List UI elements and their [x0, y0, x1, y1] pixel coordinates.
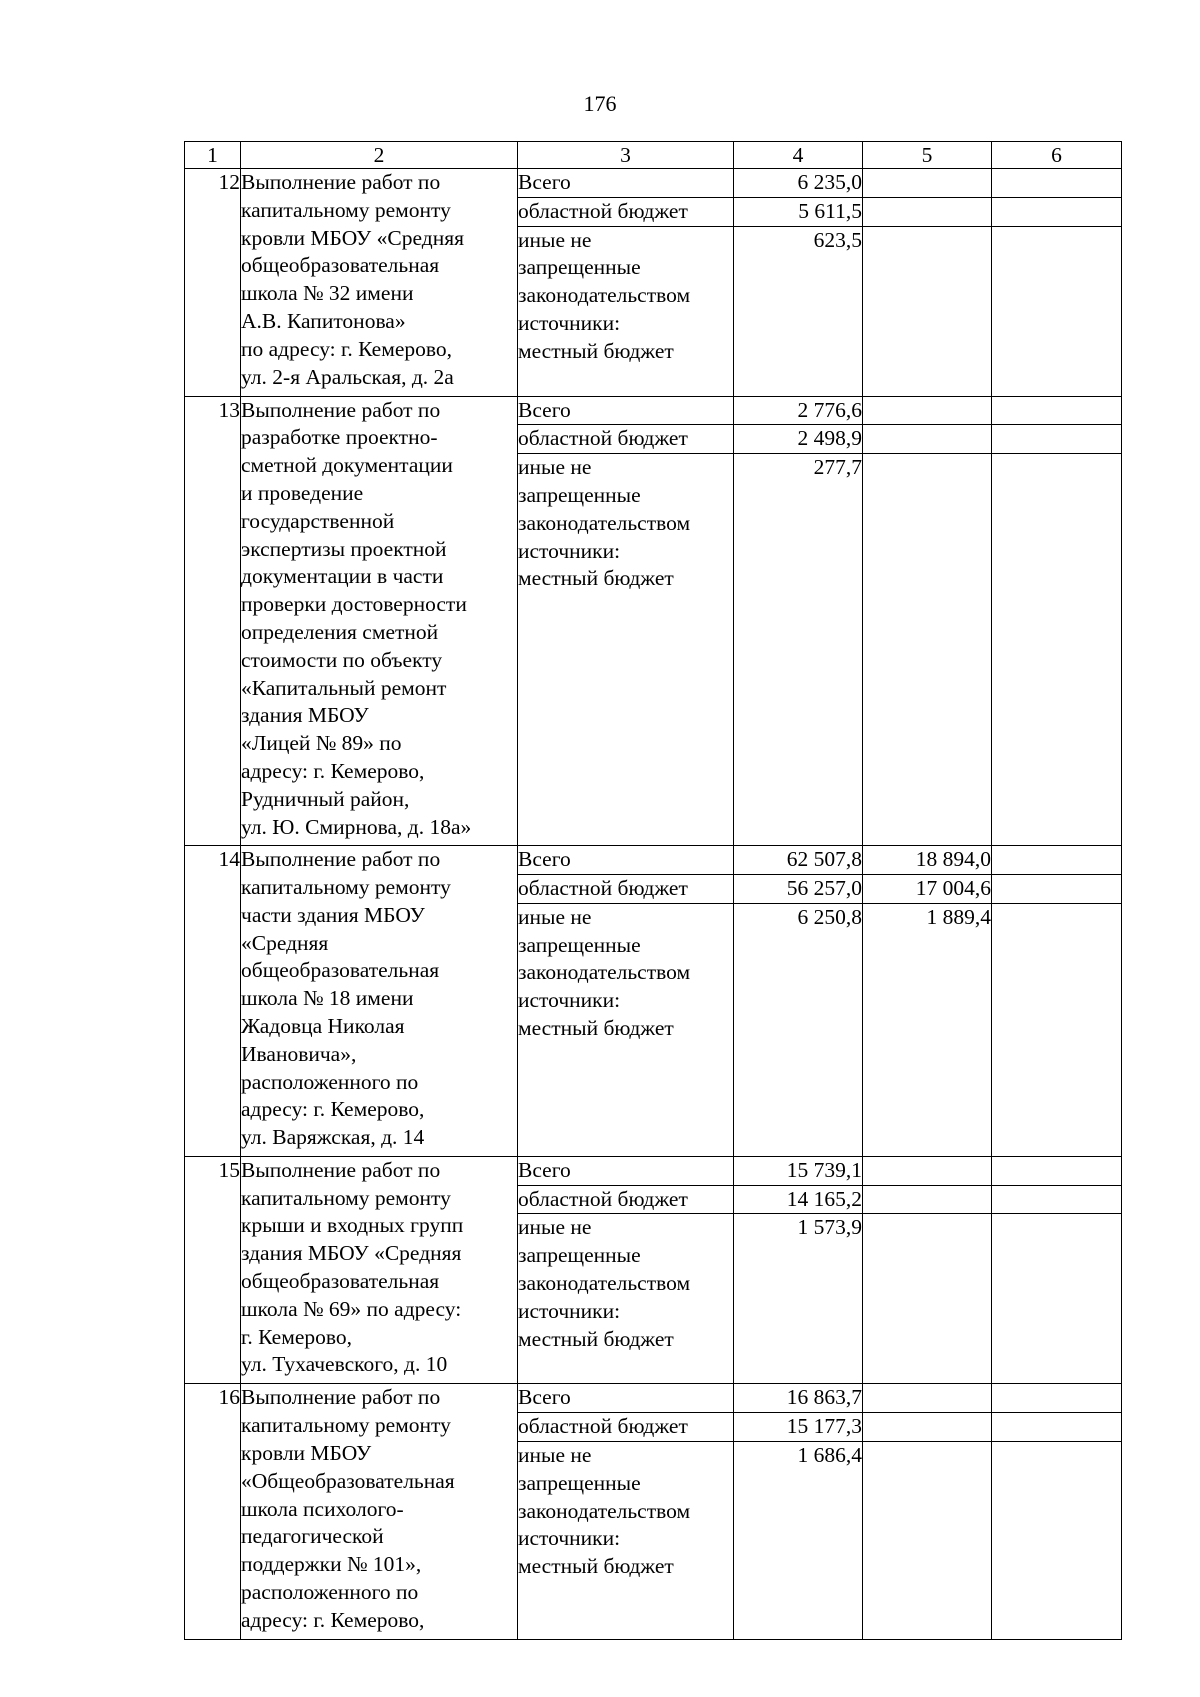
value-cell [992, 226, 1122, 396]
description-line: педагогической [241, 1524, 384, 1549]
value-cell: 17 004,6 [863, 874, 992, 903]
description-line: кровли МБОУ «Средняя [241, 225, 464, 250]
value-cell [992, 1185, 1122, 1214]
value-cell: 5 611,5 [734, 197, 863, 226]
description-line: адресу: г. Кемерово, [241, 758, 425, 783]
description-line: Ивановича», [241, 1041, 357, 1066]
item-row [185, 1384, 1122, 1413]
description-line: Рудничный район, [241, 786, 410, 811]
description-line: документации в части [241, 564, 444, 589]
description-line: по адресу: г. Кемерово, [241, 336, 453, 361]
description-line: поддержки № 101», [241, 1552, 422, 1577]
source-regional-label: областной бюджет [518, 1185, 734, 1214]
description-line: определения сметной [241, 619, 439, 644]
description-line: и проведение [241, 480, 364, 505]
item-row [185, 846, 1122, 875]
item-description [241, 846, 518, 1157]
value-cell: 6 235,0 [734, 169, 863, 198]
value-cell: 15 739,1 [734, 1156, 863, 1185]
item-number: 12 [185, 169, 241, 397]
source-regional-label: областной бюджет [518, 425, 734, 454]
value-cell [992, 1441, 1122, 1639]
source-line: законодательством [518, 960, 691, 985]
description-line: Выполнение работ по [241, 847, 441, 872]
source-line: иные не [518, 455, 592, 480]
item-row [185, 169, 1122, 198]
value-cell [992, 874, 1122, 903]
source-line: источники: [518, 988, 621, 1013]
description-line: общеобразовательная [241, 958, 440, 983]
item-description [241, 1156, 518, 1384]
source-regional-label: областной бюджет [518, 874, 734, 903]
description-line: школа № 69» по адресу: [241, 1296, 462, 1321]
source-total-label: Всего [518, 1156, 734, 1185]
description-line: общеобразовательная [241, 253, 440, 278]
value-cell [863, 1384, 992, 1413]
source-other-label [518, 226, 734, 396]
source-line: иные не [518, 1442, 592, 1467]
item-description [241, 169, 518, 397]
value-cell [863, 396, 992, 425]
source-regional-label: областной бюджет [518, 197, 734, 226]
source-line: местный бюджет [518, 1554, 674, 1579]
description-line: разработке проектно- [241, 425, 438, 450]
description-line: государственной [241, 508, 395, 533]
value-cell: 56 257,0 [734, 874, 863, 903]
description-line: кровли МБОУ [241, 1440, 372, 1465]
item-number: 13 [185, 396, 241, 846]
description-line: здания МБОУ [241, 703, 369, 728]
value-cell [863, 425, 992, 454]
source-line: запрещенные [518, 482, 641, 507]
description-line: капитальному ремонту [241, 1413, 451, 1438]
header-row [185, 142, 1122, 169]
description-line: «Лицей № 89» по [241, 731, 402, 756]
value-cell [992, 1384, 1122, 1413]
source-line: иные не [518, 227, 592, 252]
value-cell [992, 1413, 1122, 1442]
item-row [185, 396, 1122, 425]
item-number: 16 [185, 1384, 241, 1640]
description-line: ул. 2-я Аральская, д. 2а [241, 364, 454, 389]
source-line: иные не [518, 904, 592, 929]
source-line: источники: [518, 1298, 621, 1323]
value-cell: 623,5 [734, 226, 863, 396]
value-cell [863, 197, 992, 226]
source-line: запрещенные [518, 255, 641, 280]
value-cell: 18 894,0 [863, 846, 992, 875]
value-cell [992, 454, 1122, 846]
source-regional-label: областной бюджет [518, 1413, 734, 1442]
description-line: стоимости по объекту [241, 647, 443, 672]
description-line: А.В. Капитонова» [241, 308, 406, 333]
value-cell [863, 226, 992, 396]
source-line: законодательством [518, 1270, 691, 1295]
source-other-label [518, 1441, 734, 1639]
value-cell [863, 1441, 992, 1639]
value-cell: 15 177,3 [734, 1413, 863, 1442]
header-cell: 3 [518, 142, 734, 169]
item-number: 14 [185, 846, 241, 1157]
value-cell [992, 197, 1122, 226]
description-line: расположенного по [241, 1069, 419, 1094]
description-line: ул. Ю. Смирнова, д. 18а» [241, 814, 472, 839]
value-cell [863, 1156, 992, 1185]
item-number: 15 [185, 1156, 241, 1384]
value-cell [992, 425, 1122, 454]
description-line: проверки достоверности [241, 592, 467, 617]
value-cell: 1 573,9 [734, 1214, 863, 1384]
value-cell [992, 396, 1122, 425]
value-cell: 62 507,8 [734, 846, 863, 875]
item-description [241, 396, 518, 846]
source-line: источники: [518, 1526, 621, 1551]
description-line: ул. Варяжская, д. 14 [241, 1125, 425, 1150]
description-line: капитальному ремонту [241, 1185, 451, 1210]
source-total-label: Всего [518, 396, 734, 425]
source-line: источники: [518, 538, 621, 563]
description-line: Выполнение работ по [241, 397, 441, 422]
source-other-label [518, 903, 734, 1156]
value-cell [992, 1214, 1122, 1384]
source-line: запрещенные [518, 1470, 641, 1495]
description-line: общеобразовательная [241, 1268, 440, 1293]
source-line: законодательством [518, 510, 691, 535]
item-description [241, 1384, 518, 1640]
budget-table [184, 141, 1122, 1640]
source-total-label: Всего [518, 846, 734, 875]
value-cell [863, 1185, 992, 1214]
description-line: школа психолого- [241, 1496, 404, 1521]
value-cell [863, 169, 992, 198]
value-cell [863, 1413, 992, 1442]
header-cell: 5 [863, 142, 992, 169]
value-cell [992, 846, 1122, 875]
value-cell: 2 498,9 [734, 425, 863, 454]
page-number: 176 [583, 91, 617, 116]
description-line: здания МБОУ «Средняя [241, 1241, 462, 1266]
description-line: Выполнение работ по [241, 170, 441, 194]
value-cell: 16 863,7 [734, 1384, 863, 1413]
description-line: г. Кемерово, [241, 1324, 352, 1349]
description-line: школа № 32 имени [241, 281, 414, 306]
source-line: запрещенные [518, 1243, 641, 1268]
description-line: экспертизы проектной [241, 536, 447, 561]
description-line: ул. Тухачевского, д. 10 [241, 1352, 448, 1377]
source-line: местный бюджет [518, 1015, 674, 1040]
value-cell: 1 686,4 [734, 1441, 863, 1639]
source-line: запрещенные [518, 932, 641, 957]
source-line: иные не [518, 1215, 592, 1240]
description-line: расположенного по [241, 1579, 419, 1604]
description-line: адресу: г. Кемерово, [241, 1097, 425, 1122]
source-line: законодательством [518, 1498, 691, 1523]
source-line: местный бюджет [518, 1326, 674, 1351]
header-cell: 1 [185, 142, 241, 169]
description-line: адресу: г. Кемерово, [241, 1607, 425, 1632]
header-cell: 2 [241, 142, 518, 169]
source-other-label [518, 1214, 734, 1384]
value-cell: 14 165,2 [734, 1185, 863, 1214]
source-total-label: Всего [518, 169, 734, 198]
description-line: капитальному ремонту [241, 874, 451, 899]
source-total-label: Всего [518, 1384, 734, 1413]
value-cell: 2 776,6 [734, 396, 863, 425]
header-cell: 6 [992, 142, 1122, 169]
source-line: источники: [518, 310, 621, 335]
description-line: сметной документации [241, 453, 453, 478]
source-other-label [518, 454, 734, 846]
value-cell [992, 1156, 1122, 1185]
description-line: капитальному ремонту [241, 197, 451, 222]
description-line: Жадовца Николая [241, 1013, 405, 1038]
source-line: местный бюджет [518, 338, 674, 363]
value-cell: 277,7 [734, 454, 863, 846]
description-line: Выполнение работ по [241, 1385, 441, 1410]
description-line: «Средняя [241, 930, 329, 955]
value-cell [863, 1214, 992, 1384]
value-cell [992, 169, 1122, 198]
description-line: «Капитальный ремонт [241, 675, 447, 700]
source-line: местный бюджет [518, 566, 674, 591]
item-row [185, 1156, 1122, 1185]
description-line: школа № 18 имени [241, 986, 414, 1011]
description-line: «Общеобразовательная [241, 1468, 455, 1493]
value-cell [992, 903, 1122, 1156]
description-line: крыши и входных групп [241, 1213, 464, 1238]
value-cell: 1 889,4 [863, 903, 992, 1156]
budget-table-body [185, 142, 1122, 1640]
header-cell: 4 [734, 142, 863, 169]
value-cell: 6 250,8 [734, 903, 863, 1156]
description-line: части здания МБОУ [241, 902, 425, 927]
value-cell [863, 454, 992, 846]
source-line: законодательством [518, 283, 691, 308]
description-line: Выполнение работ по [241, 1157, 441, 1182]
